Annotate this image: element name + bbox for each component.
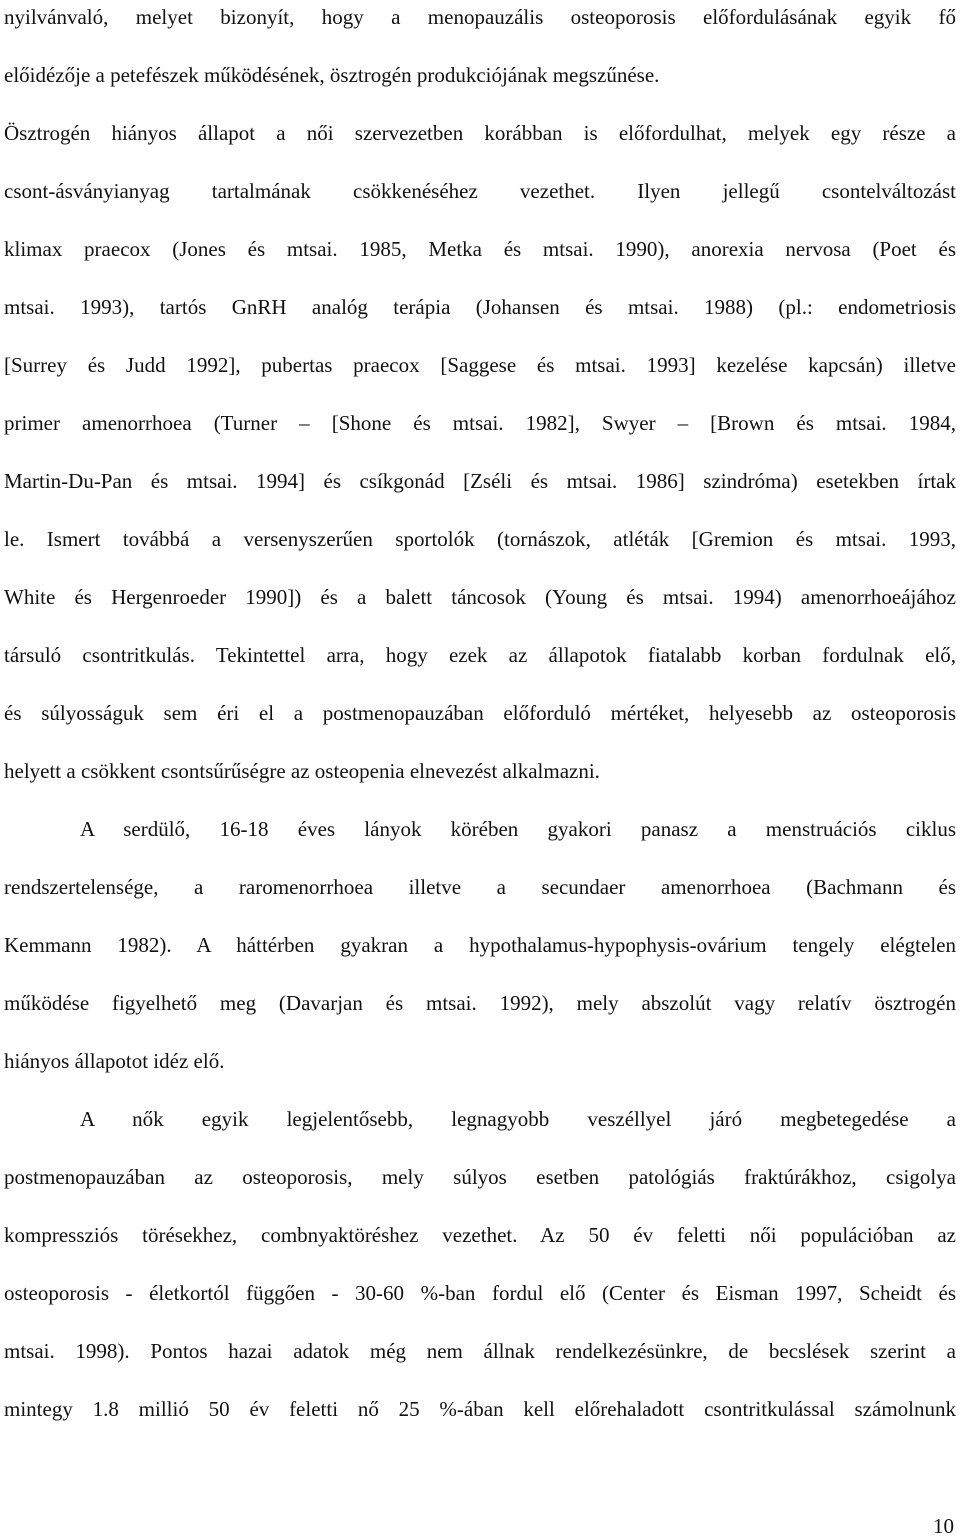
text-line: nyilvánvaló, melyet bizonyít, hogy a menopauzális osteoporosis előfordulásának egyik fő xyxy=(4,5,956,29)
text-line: White és Hergenroeder 1990]) és a balett táncosok (Young és mtsai. 1994) amenorrhoeájához xyxy=(4,585,956,609)
text-line: hiányos állapotot idéz elő. xyxy=(4,1049,225,1073)
text-line: klimax praecox (Jones és mtsai. 1985, Metka és mtsai. 1990), anorexia nervosa (Poet és xyxy=(4,237,956,261)
text-line: le. Ismert továbbá a versenyszerűen sportolók (tornászok, atléták [Gremion és mtsai. 1993, xyxy=(4,527,956,551)
text-line: Ösztrogén hiányos állapot a női szervezetben korábban is előfordulhat, melyek egy része a xyxy=(4,121,956,145)
text-line: kompressziós törésekhez, combnyaktöréshez vezethet. Az 50 év feletti női populációban az xyxy=(4,1223,956,1247)
text-line: osteoporosis - életkortól függően - 30-60 %-ban fordul elő (Center és Eisman 1997, Scheidt és xyxy=(4,1281,956,1305)
text-line: előidézője a petefészek működésének, ösztrogén produkciójának megszűnése. xyxy=(4,63,660,87)
text-line: Kemmann 1982). A háttérben gyakran a hypothalamus-hypophysis-ovárium tengely elégtelen xyxy=(4,933,956,957)
text-line: helyett a csökkent csontsűrűségre az osteopenia elnevezést alkalmazni. xyxy=(4,759,600,783)
page-number: 10 xyxy=(933,1514,954,1538)
text-line: primer amenorrhoea (Turner – [Shone és mtsai. 1982], Swyer – [Brown és mtsai. 1984, xyxy=(4,411,956,435)
text-line: rendszertelensége, a raromenorrhoea illetve a secundaer amenorrhoea (Bachmann és xyxy=(4,875,956,899)
text-line: A nők egyik legjelentősebb, legnagyobb veszéllyel járó megbetegedése a xyxy=(80,1107,956,1131)
text-line: [Surrey és Judd 1992], pubertas praecox [Saggese és mtsai. 1993] kezelése kapcsán) illetve xyxy=(4,353,956,377)
text-line: csont-ásványianyag tartalmának csökkenéséhez vezethet. Ilyen jellegű csontelváltozást xyxy=(4,179,956,203)
text-line: Martin-Du-Pan és mtsai. 1994] és csíkgonád [Zséli és mtsai. 1986] szindróma) esetekben írtak xyxy=(4,469,956,493)
text-line: mtsai. 1993), tartós GnRH analóg terápia (Johansen és mtsai. 1988) (pl.: endometriosis xyxy=(4,295,956,319)
text-line: és súlyosságuk sem éri el a postmenopauzában előforduló mértéket, helyesebb az osteoporosis xyxy=(4,701,956,725)
text-line: mintegy 1.8 millió 50 év feletti nő 25 %-ában kell előrehaladott csontritkulással számolnunk xyxy=(4,1397,956,1421)
text-line: mtsai. 1998). Pontos hazai adatok még nem állnak rendelkezésünkre, de becslések szerint a xyxy=(4,1339,956,1363)
text-line: működése figyelhető meg (Davarjan és mtsai. 1992), mely abszolút vagy relatív ösztrogén xyxy=(4,991,956,1015)
text-line: postmenopauzában az osteoporosis, mely súlyos esetben patológiás fraktúrákhoz, csigolya xyxy=(4,1165,956,1189)
text-line: társuló csontritkulás. Tekintettel arra, hogy ezek az állapotok fiatalabb korban fordulnak elő, xyxy=(4,643,956,667)
text-line: A serdülő, 16-18 éves lányok körében gyakori panasz a menstruációs ciklus xyxy=(80,817,956,841)
